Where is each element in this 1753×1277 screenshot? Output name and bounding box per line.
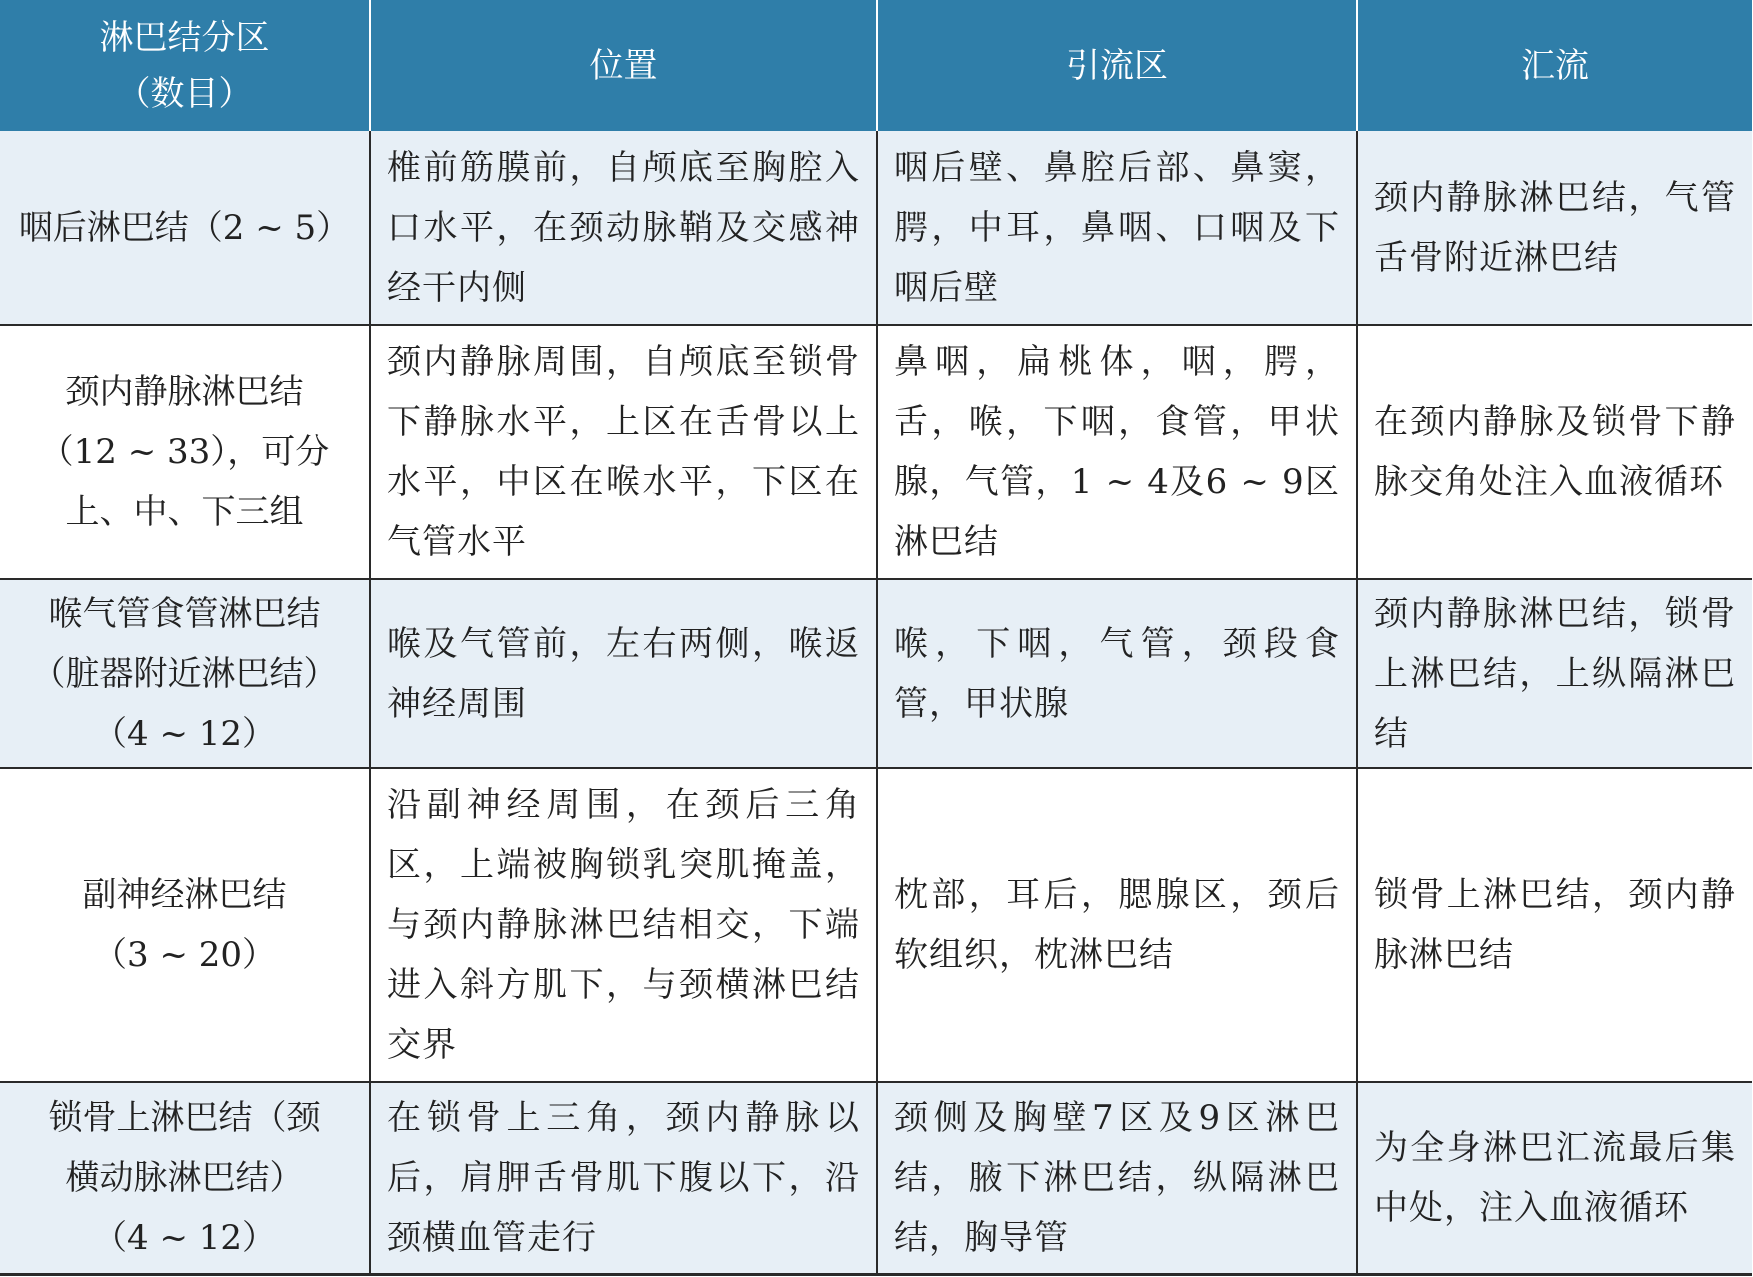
table-body [0, 131, 1752, 1274]
zone-line: （3 ~ 20） [93, 935, 276, 975]
header-drainage-label: 引流区 [1066, 45, 1168, 86]
zone-cell [0, 768, 370, 1082]
zone-line: （脏器附近淋巴结） [31, 653, 338, 694]
table-row [0, 579, 1752, 768]
zone-line: （4 ~ 12） [93, 1217, 276, 1258]
zone-line: 喉气管食管淋巴结 [48, 593, 321, 634]
table-row [0, 1082, 1752, 1274]
drainage-cell: 枕部，耳后，腮腺区，颈后软组织，枕淋巴结 [877, 768, 1357, 1082]
header-confluence-label: 汇流 [1521, 45, 1589, 86]
drainage-cell: 喉，下咽，气管，颈段食管，甲状腺 [877, 579, 1357, 768]
table-row [0, 768, 1752, 1082]
zone-cell [0, 131, 370, 325]
table-row [0, 325, 1752, 579]
zone-line: 颈内静脉淋巴结 [65, 372, 304, 412]
position-cell: 椎前筋膜前，自颅底至胸腔入口水平，在颈动脉鞘及交感神经干内侧 [370, 131, 877, 325]
position-cell: 颈内静脉周围，自颅底至锁骨下静脉水平，上区在舌骨以上水平，中区在喉水平，下区在气管水平 [370, 325, 877, 579]
header-row [0, 0, 1752, 131]
table-row [0, 131, 1752, 325]
zone-line: （4 ~ 12） [93, 713, 276, 754]
confluence-cell: 在颈内静脉及锁骨下静脉交角处注入血液循环 [1357, 325, 1752, 579]
zone-line: 上、中、下三组 [65, 492, 304, 532]
header-zone-line-2: （数目） [116, 73, 253, 114]
zone-cell [0, 325, 370, 579]
drainage-cell: 鼻咽，扁桃体，咽，腭，舌，喉，下咽，食管，甲状腺，气管，1 ~ 4及6 ~ 9区淋巴结 [877, 325, 1357, 579]
drainage-cell: 颈侧及胸壁7区及9区淋巴结，腋下淋巴结，纵隔淋巴结，胸导管 [877, 1082, 1357, 1274]
zone-cell [0, 579, 370, 768]
zone-line: 横动脉淋巴结） [65, 1157, 304, 1198]
zone-line: 咽后淋巴结（2 ~ 5） [18, 207, 351, 248]
header-confluence [1357, 0, 1752, 131]
confluence-cell: 颈内静脉淋巴结，锁骨上淋巴结，上纵隔淋巴结 [1357, 579, 1752, 768]
zone-line: 锁骨上淋巴结（颈 [48, 1097, 321, 1138]
position-cell: 沿副神经周围，在颈后三角区，上端被胸锁乳突肌掩盖，与颈内静脉淋巴结相交，下端进入斜方肌下，与颈横淋巴结交界 [370, 768, 877, 1082]
zone-line: （12 ~ 33），可分 [39, 432, 330, 472]
table-header [0, 0, 1752, 131]
header-position [370, 0, 877, 131]
zone-line: 副神经淋巴结 [82, 875, 287, 915]
drainage-cell: 咽后壁、鼻腔后部、鼻窦，腭，中耳，鼻咽、口咽及下咽后壁 [877, 131, 1357, 325]
zone-cell [0, 1082, 370, 1274]
header-position-label: 位置 [589, 45, 658, 86]
header-zone [0, 0, 370, 131]
header-drainage [877, 0, 1357, 131]
confluence-cell: 颈内静脉淋巴结，气管舌骨附近淋巴结 [1357, 131, 1752, 325]
confluence-cell: 为全身淋巴汇流最后集中处，注入血液循环 [1357, 1082, 1752, 1274]
confluence-cell: 锁骨上淋巴结，颈内静脉淋巴结 [1357, 768, 1752, 1082]
header-zone-line-1: 淋巴结分区 [99, 17, 270, 58]
position-cell: 在锁骨上三角，颈内静脉以后，肩胛舌骨肌下腹以下，沿颈横血管走行 [370, 1082, 877, 1274]
position-cell: 喉及气管前，左右两侧，喉返神经周围 [370, 579, 877, 768]
